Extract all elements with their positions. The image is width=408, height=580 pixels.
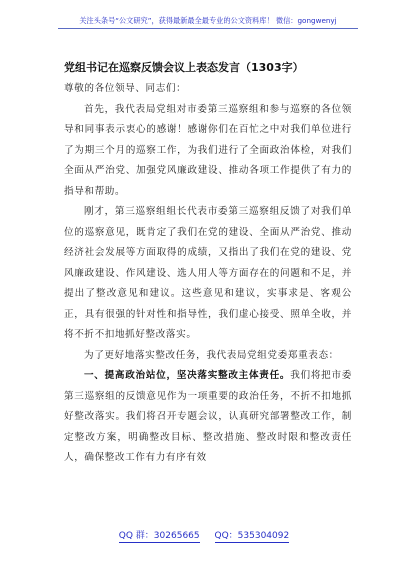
footer-qq[interactable]: QQ：535304092 xyxy=(214,531,290,541)
header-banner-text: 关注头条号“公文研究”，获得最新最全最专业的公文资料库！ 微信：gongwenyj xyxy=(79,16,337,25)
paragraph-1: 首先，我代表局党组对市委第三巡察组和参与巡察的各位领导和同事表示衷心的感谢！感谢你们在百忙之中对我们单位进行了为期三个月的巡察工作，为我们进行了全面政治体检，对我们全面从严治党、加强党风廉政建设、推动各项工作提供了有力的指导和帮助。 xyxy=(64,103,352,197)
section-1 xyxy=(64,366,352,469)
document-body xyxy=(64,79,352,469)
document-title: 党组书记在巡察反馈会议上表态发言（1303字） xyxy=(64,61,304,74)
footer-contact xyxy=(0,530,408,543)
paragraph-2: 刚才，第三巡察组组长代表市委第三巡察组反馈了对我们单位的巡察意见，既肯定了我们在党的建设、全面从严治党、推动经济社会发展等方面取得的成绩，又指出了我们在党的建设、党风廉政建设、作风建设、选人用人等方面存在的问题和不足，并提出了整改意见和建议。这些意见和建议，实事求是、客观公正，具有很强的针对性和指导性，我们虚心接受、照单全收，并将不折不扣地抓好整改落实。 xyxy=(64,206,352,340)
section-1-text: 我们将把市委第三巡察组的反馈意见作为一项重要的政治任务，不折不扣地抓好整改落实。我们将召开专题会议，认真研究部署整改工作，制定整改方案，明确整改目标、整改措施、整改时限和整改责任人，确保整改工作有力有序有效 xyxy=(64,370,353,463)
header-banner xyxy=(58,14,358,29)
footer-qq-group[interactable]: QQ 群：30265665 xyxy=(118,531,200,541)
salutation: 尊敬的各位领导、同志们： xyxy=(64,83,187,94)
section-1-heading: 一、提高政治站位，坚决落实整改主体责任。 xyxy=(84,370,291,381)
paragraph-3: 为了更好地落实整改任务，我代表局党组党委郑重表态： xyxy=(84,349,339,361)
